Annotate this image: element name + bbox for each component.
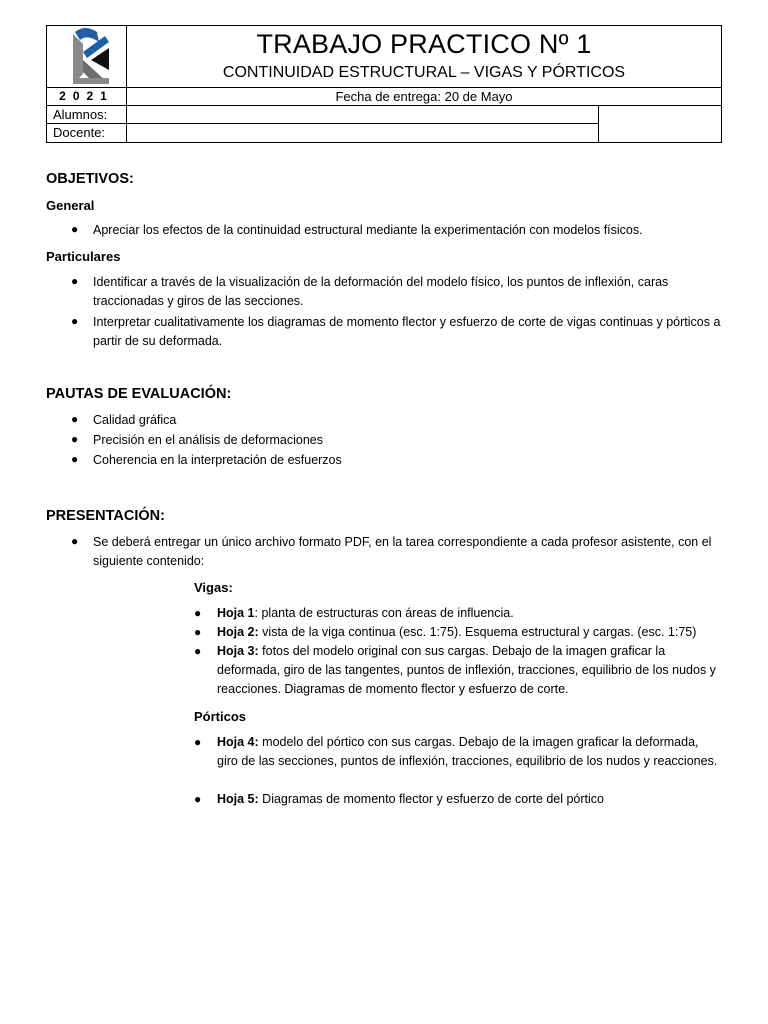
list-item: Hoja 3: fotos del modelo original con sus cargas. Debajo de la imagen graficar la deformada, giro de las tangentes, puntos de inflexión, tracciones, equilibrio de los nudos y reacciones. Diagramas de momento flector y esfuerzo de corte.: [217, 644, 716, 696]
bullet-icon: ●: [194, 792, 202, 806]
porticos-heading: Pórticos: [194, 709, 247, 724]
presentacion-heading: PRESENTACIÓN:: [46, 508, 165, 524]
list-item: Hoja 2: vista de la viga continua (esc. 1:75). Esquema estructural y cargas. (esc. 1:75): [217, 625, 697, 639]
list-item: Apreciar los efectos de la continuidad estructural mediante la experimentación con modelos físicos.: [93, 223, 643, 237]
teacher-label: Docente:: [46, 123, 127, 143]
students-label: Alumnos:: [46, 105, 127, 124]
general-heading: General: [46, 198, 95, 213]
particulares-heading: Particulares: [46, 249, 121, 264]
year-label: 2021: [46, 87, 127, 106]
document-title: TRABAJO PRACTICO Nº 1: [256, 29, 592, 59]
title-cell: [126, 25, 722, 88]
logo-cell: [46, 25, 127, 88]
list-item: Coherencia en la interpretación de esfuerzos: [93, 453, 342, 467]
due-date: Fecha de entrega: 20 de Mayo: [126, 87, 722, 106]
students-field: [126, 105, 599, 124]
bullet-icon: ●: [194, 606, 202, 620]
teacher-field: [126, 123, 599, 143]
bullet-icon: ●: [71, 274, 79, 288]
pautas-heading: PAUTAS DE EVALUACIÓN:: [46, 386, 232, 402]
list-item: Calidad gráfica: [93, 413, 177, 427]
bullet-icon: ●: [194, 735, 202, 749]
bullet-icon: ●: [71, 452, 79, 466]
vigas-heading: Vigas:: [194, 580, 233, 595]
list-item: Precisión en el análisis de deformaciones: [93, 433, 323, 447]
bullet-icon: ●: [71, 534, 79, 548]
bullet-icon: ●: [71, 222, 79, 236]
list-item: Identificar a través de la visualización de la deformación del modelo físico, los puntos de inflexión, caras traccionadas y giros de las secciones.: [93, 275, 669, 308]
header-table: [46, 25, 722, 143]
list-item: Hoja 1: planta de estructuras con áreas de influencia.: [217, 606, 514, 620]
bullet-icon: ●: [71, 412, 79, 426]
list-item: Hoja 4: modelo del pórtico con sus cargas. Debajo de la imagen graficar la deformada, giro de las secciones, puntos de inflexión, tracciones, equilibrio de los nudos y reacciones.: [217, 735, 718, 768]
objetivos-heading: OBJETIVOS:: [46, 171, 134, 187]
university-logo-icon: [47, 26, 126, 87]
bullet-icon: ●: [71, 314, 79, 328]
bullet-icon: ●: [71, 432, 79, 446]
document-subtitle: CONTINUIDAD ESTRUCTURAL – VIGAS Y PÓRTICOS: [222, 64, 626, 81]
grade-box: [598, 105, 722, 143]
list-item: Se deberá entregar un único archivo formato PDF, en la tarea correspondiente a cada profesor asistente, con el siguiente contenido:: [93, 535, 712, 568]
list-item: Interpretar cualitativamente los diagramas de momento flector y esfuerzo de corte de vigas continuas y pórticos a partir de su deformada.: [93, 315, 721, 348]
bullet-icon: ●: [194, 625, 202, 639]
bullet-icon: ●: [194, 644, 202, 658]
list-item: Hoja 5: Diagramas de momento flector y esfuerzo de corte del pórtico: [217, 792, 604, 806]
